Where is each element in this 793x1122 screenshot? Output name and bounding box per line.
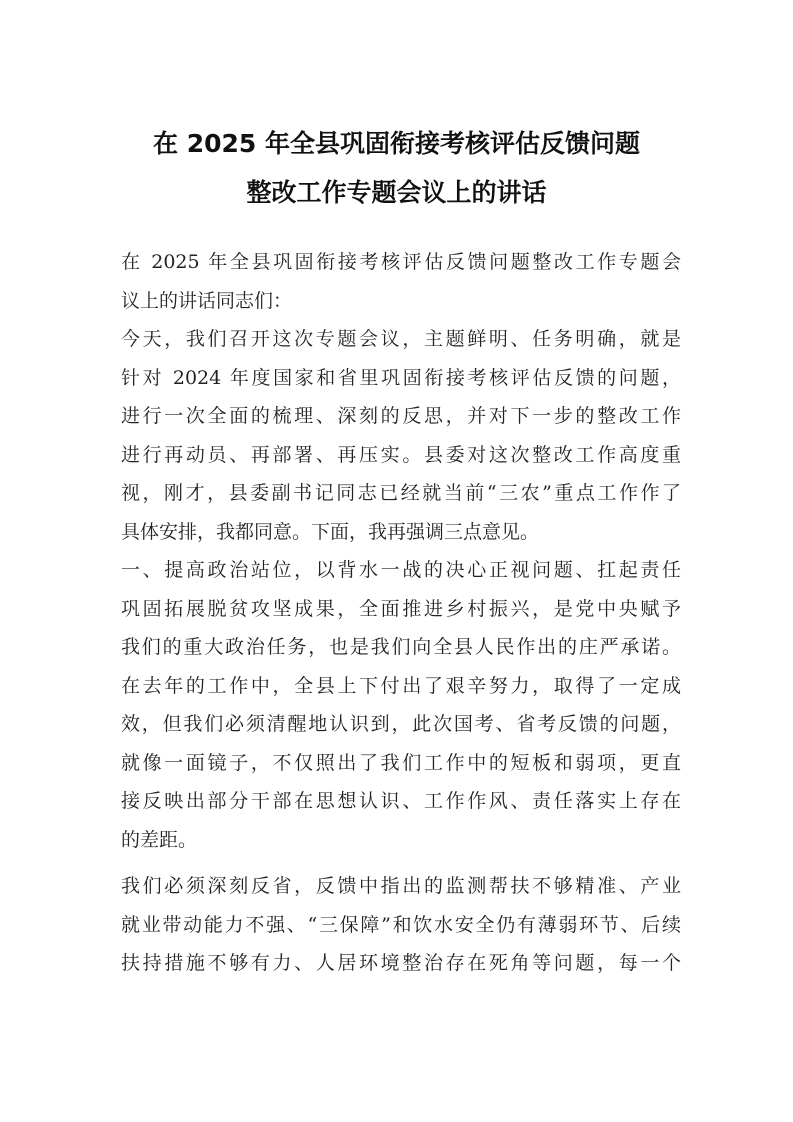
body-line: 今天，我们召开这次专题会议，主题鲜明、任务明确，就是 (121, 328, 681, 350)
body-line: 进行一次全面的梳理、深刻的反思，并对下一步的整改工作 (121, 405, 681, 427)
body-line: 的差距。 (121, 828, 198, 851)
body-line: 就业带动能力不强、“三保障”和饮水安全仍有薄弱环节、后续 (121, 913, 681, 936)
body-line: 针对 2024 年度国家和省里巩固衔接考核评估反馈的问题， (121, 366, 681, 389)
body-line: 在 2025 年全县巩固衔接考核评估反馈问题整改工作专题会 (121, 251, 681, 273)
body-line: 接反映出部分干部在思想认识、工作作风、责任落实上存在 (121, 790, 681, 812)
body-line: 效，但我们必须清醒地认识到，此次国考、省考反馈的问题， (121, 713, 681, 735)
section-heading: 一、提高政治站位，以背水一战的决心正视问题、扛起责任 (121, 559, 681, 581)
body-line: 就像一面镜子，不仅照出了我们工作中的短板和弱项，更直 (121, 751, 681, 774)
document-title-line-2: 整改工作专题会议上的讲话 (246, 178, 547, 207)
document-body (121, 243, 681, 983)
body-line: 我们必须深刻反省，反馈中指出的监测帮扶不够精准、产业 (121, 875, 681, 897)
body-line: 议上的讲话同志们： (121, 289, 293, 312)
body-line: 视，刚才，县委副书记同志已经就当前“三农”重点工作作了 (121, 482, 681, 504)
body-line: 在去年的工作中，全县上下付出了艰辛努力，取得了一定成 (121, 674, 681, 697)
body-line: 我们的重大政治任务，也是我们向全县人民作出的庄严承诺。 (121, 636, 681, 658)
body-line: 进行再动员、再部署、再压实。县委对这次整改工作高度重 (121, 443, 681, 466)
document-title-line-1: 在 2025 年全县巩固衔接考核评估反馈问题 (153, 129, 640, 158)
body-line: 具体安排，我都同意。下面，我再强调三点意见。 (121, 520, 540, 543)
body-line: 巩固拓展脱贫攻坚成果，全面推进乡村振兴，是党中央赋予 (121, 597, 681, 620)
body-line: 扶持措施不够有力、人居环境整治存在死角等问题，每一个 (121, 952, 681, 974)
